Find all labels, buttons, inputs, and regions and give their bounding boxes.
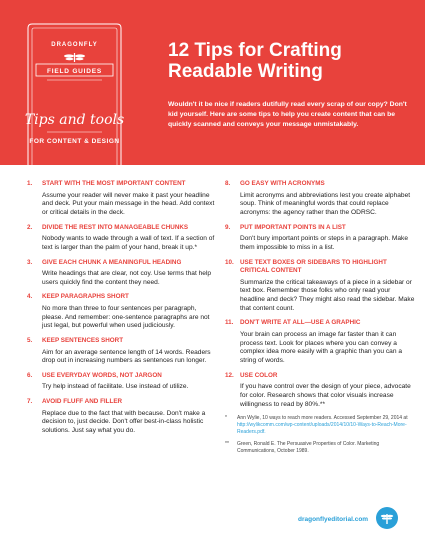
tip-heading-text: DIVIDE THE REST INTO MANAGEABLE CHUNKS [42, 223, 189, 231]
series-label: FIELD GUIDES [46, 68, 103, 75]
tip-heading [225, 224, 415, 233]
footnote-text: Green, Ronald E. The Persuasive Properties of Color. Marketing Communications, October 1989. [237, 441, 380, 455]
intro-text: Wouldn't it be nice if readers dutifully read every scrap of our copy? Don't kid yourself. Here are some tips to help you create content that can be quickly scanned and conveys your message unmistakably. [168, 101, 407, 128]
tip-item [225, 259, 415, 314]
tip-body: Replace due to the fact that with because. Don't make a decision to, just decide. Don't offer best-in-class holistic solutions. Just say what you do. [42, 409, 206, 435]
tip-number: 3. [27, 258, 33, 266]
header-banner [0, 0, 425, 165]
tip-heading [27, 180, 217, 189]
tip-item [27, 293, 217, 331]
footnote-text: Ann Wylie, 10 ways to reach more readers. Accessed September 29, 2014 at [237, 415, 408, 422]
tip-number: 12. [225, 371, 234, 379]
footnote-link[interactable]: http://wylikcomm.com/wp-content/uploads/2014/10/10-Ways-to-Reach-More-Readers.pdf. [237, 422, 407, 436]
tip-number: 7. [27, 398, 33, 406]
tip-body: Aim for an average sentence length of 14 words. Readers drop out in increasing numbers as sentences run longer. [42, 348, 211, 365]
tip-heading-text: USE COLOR [240, 371, 278, 379]
tip-item [225, 224, 415, 253]
tip-heading-text: PUT IMPORTANT POINTS IN A LIST [240, 223, 346, 231]
tip-number: 11. [225, 319, 234, 327]
tip-item [225, 319, 415, 365]
dragonfly-icon [380, 511, 394, 525]
tip-heading [27, 337, 217, 346]
tip-heading-text: KEEP SENTENCES SHORT [42, 337, 124, 345]
tip-body: Limit acronyms and abbreviations lest you create alphabet soup. Think of meaningful words that could replace acronyms: the agency rather than the ODRSC. [240, 191, 411, 216]
brand-name: DRAGONFLY [51, 42, 98, 48]
tip-heading [225, 259, 415, 276]
tip-item [225, 372, 415, 410]
tip-heading [225, 319, 415, 328]
tip-heading-text: KEEP PARAGRAPHS SHORT [42, 293, 129, 301]
tip-number: 6. [27, 371, 33, 379]
tip-number: 8. [225, 180, 231, 187]
tip-heading [27, 224, 217, 233]
tip-heading-text: DON'T WRITE AT ALL—USE A GRAPHIC [240, 319, 361, 327]
tip-number: 10. [225, 258, 234, 266]
page-title: 12 Tips for Crafting Readable Writing [168, 40, 342, 82]
audience-label: FOR CONTENT & DESIGN [29, 138, 120, 145]
footer-link[interactable]: dragonflyeditorial.com [298, 516, 369, 523]
tip-number: 2. [27, 223, 33, 231]
tip-heading-text: USE EVERYDAY WORDS, NOT JARGON [42, 371, 162, 379]
tip-heading [27, 372, 217, 381]
footnote-mark: * [225, 415, 227, 422]
tip-body: Assume your reader will never make it past your headline and deck. Put your main message in the head. Add context or critical details in the deck. [42, 191, 215, 216]
footnote [225, 441, 415, 455]
tip-body: If you have control over the design of your piece, advocate for color. Research shows that color visuals increase willingness to read by 80%.** [240, 383, 411, 408]
tip-body: Nobody wants to wade through a wall of text. If a section of text is larger than the palm of your hand, break it up.* [42, 235, 215, 251]
tip-body: Write headings that are clear, not coy. Use terms that help users quickly find the content they need. [42, 270, 212, 286]
tip-body: Try help instead of facilitate. Use instead of utilize. [42, 383, 189, 391]
tip-item [27, 180, 217, 218]
tips-column-left [27, 180, 217, 442]
tip-number: 5. [27, 337, 33, 345]
dragonfly-icon [64, 53, 85, 62]
footnote [225, 415, 415, 436]
tip-item [27, 372, 217, 392]
tip-heading [27, 293, 217, 302]
tips-column-right [225, 180, 415, 460]
tip-item [225, 180, 415, 218]
tip-heading-text: GO EASY WITH ACRONYMS [240, 180, 325, 187]
footnote-mark: ** [225, 441, 229, 448]
tip-item [27, 337, 217, 366]
footnotes [225, 415, 415, 455]
field-guides-badge [22, 20, 127, 165]
tip-number: 4. [27, 293, 33, 301]
tip-item [27, 259, 217, 288]
tip-heading [225, 372, 415, 381]
dragonfly-logo [376, 507, 398, 529]
tip-number: 1. [27, 180, 33, 187]
tip-heading-text: START WITH THE MOST IMPORTANT CONTENT [42, 180, 186, 187]
tip-heading [27, 259, 217, 268]
tip-heading [225, 180, 415, 189]
tip-body: Your brain can process an image far faster than it can process text. Look for places where you can convey a complex idea more easily with a graphic than you can a string of words. [240, 330, 403, 364]
tip-body: Don't bury important points or steps in a paragraph. Make them impossible to miss in a list. [240, 235, 409, 251]
tip-item [27, 398, 217, 436]
tip-body: No more than three to four sentences per paragraph, please. And remember: one-sentence paragraphs are not just legal, but powerful when used judiciously. [42, 304, 210, 330]
tip-body: Summarize the critical takeaways of a piece in a sidebar or text box. Remember those folks who only read your headline and deck? They might also read the sidebar. Make that content count. [240, 278, 415, 312]
tip-heading [27, 398, 217, 407]
tip-number: 9. [225, 223, 231, 231]
tip-heading-text: USE TEXT BOXES OR SIDEBARS TO HIGHLIGHT CRITICAL CONTENT [240, 258, 387, 275]
tip-item [27, 224, 217, 253]
tagline: Tips and tools [24, 112, 125, 128]
tip-heading-text: AVOID FLUFF AND FILLER [42, 398, 123, 406]
tip-heading-text: GIVE EACH CHUNK A MEANINGFUL HEADING [42, 258, 182, 266]
